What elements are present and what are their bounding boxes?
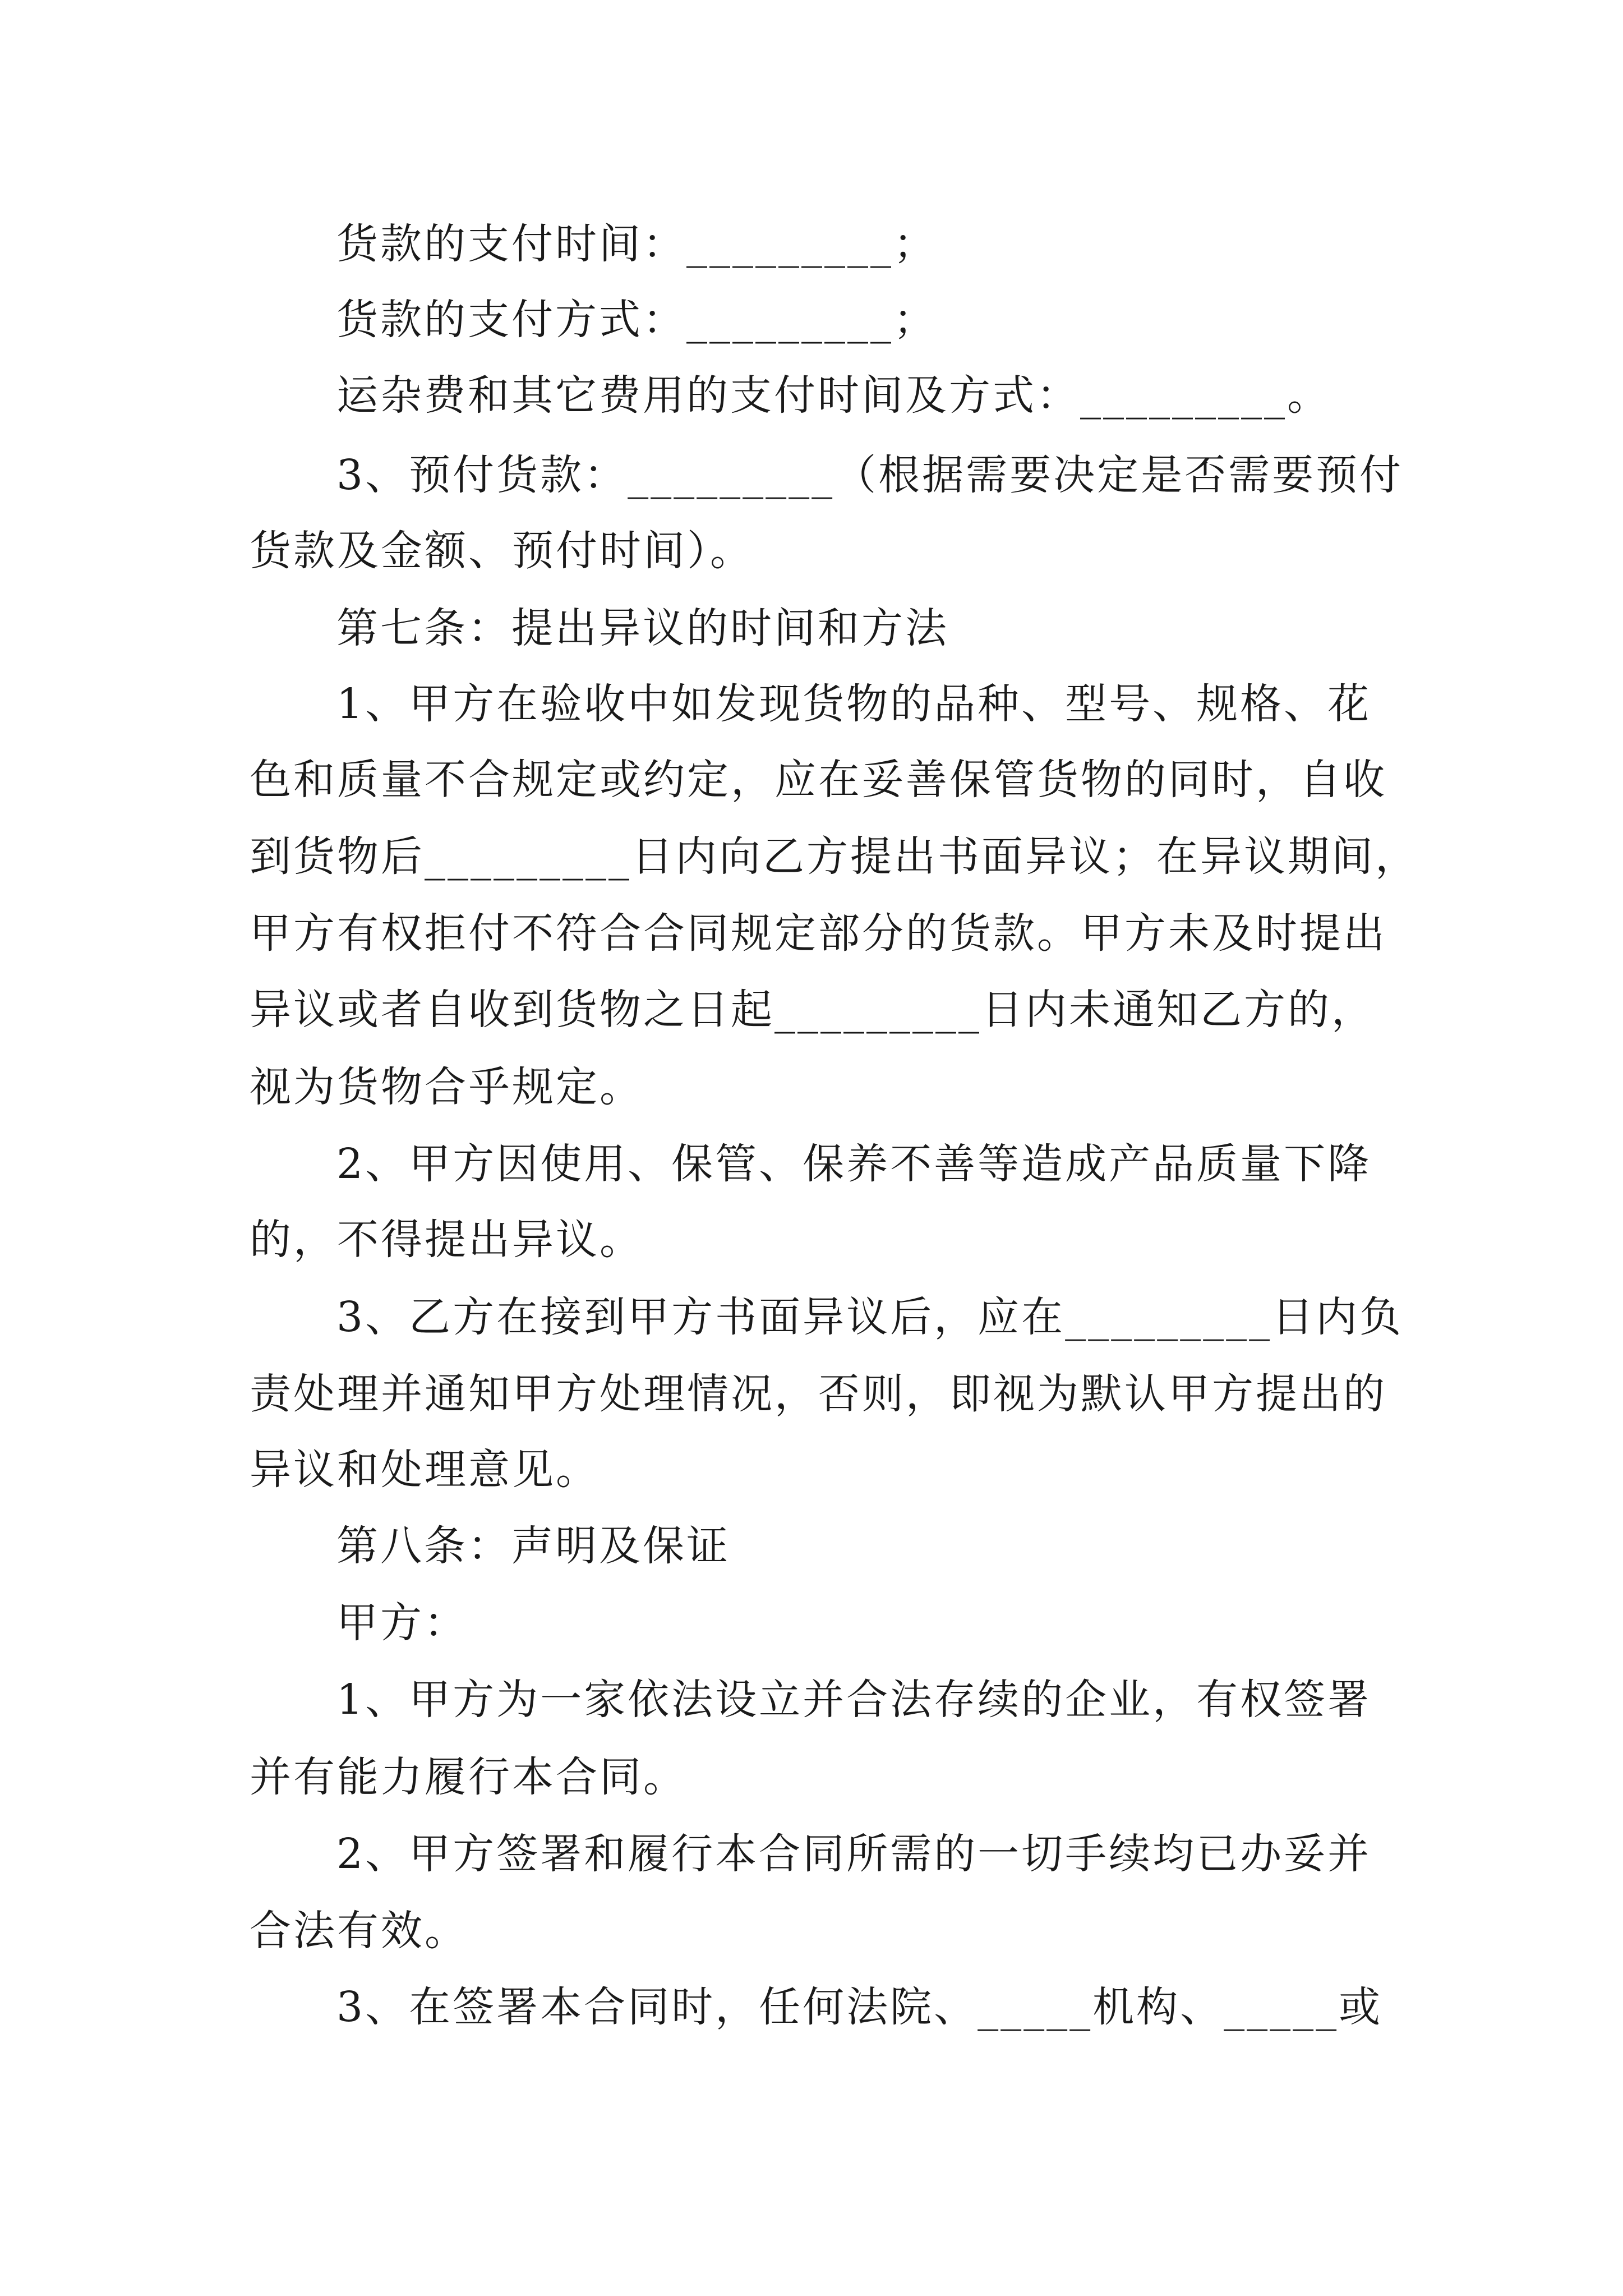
text-line: 2、甲方签署和履行本合同所需的一切手续均已办妥并 [336,1830,1372,1878]
text-line: 到货物后_________日内向乙方提出书面异议；在异议期间， [250,832,1419,881]
text-line: 货款的支付方式：_________； [336,296,937,344]
section-heading: 第七条：提出异议的时间和方法 [336,604,949,652]
text-line: 1、甲方为一家依法设立并合法存续的企业，有权签署 [336,1676,1372,1724]
text-line: 运杂费和其它费用的支付时间及方式：_________。 [336,371,1331,420]
text-line: 甲方有权拒付不符合合同规定部分的货款。甲方未及时提出 [250,909,1387,958]
text-line: 合法有效。 [250,1907,468,1955]
text-line: 的，不得提出异议。 [250,1216,643,1264]
text-line: 责处理并通知甲方处理情况，否则，即视为默认甲方提出的 [250,1370,1387,1418]
text-line: 3、在签署本合同时，任何法院、_____机构、_____或 [336,1983,1383,2031]
text-line: 货款的支付时间：_________； [336,220,937,268]
text-line: 3、预付货款：_________（根据需要决定是否需要预付 [336,451,1404,499]
text-line: 3、乙方在接到甲方书面异议后，应在_________日内负 [336,1293,1404,1341]
text-line: 1、甲方在验收中如发现货物的品种、型号、规格、花 [336,680,1372,728]
text-line: 异议和处理意见。 [250,1446,600,1494]
section-heading: 第八条：声明及保证 [336,1522,730,1570]
text-line: 货款及金额、预付时间）。 [250,527,754,575]
text-line: 视为货物合乎规定。 [250,1063,643,1111]
text-line: 异议或者自收到货物之日起_________日内未通知乙方的， [250,986,1375,1034]
text-line: 2、甲方因使用、保管、保养不善等造成产品质量下降 [336,1140,1372,1188]
text-line: 甲方： [336,1599,468,1647]
text-line: 并有能力履行本合同。 [250,1753,687,1801]
text-line: 色和质量不合规定或约定，应在妥善保管货物的同时，自收 [250,756,1387,804]
